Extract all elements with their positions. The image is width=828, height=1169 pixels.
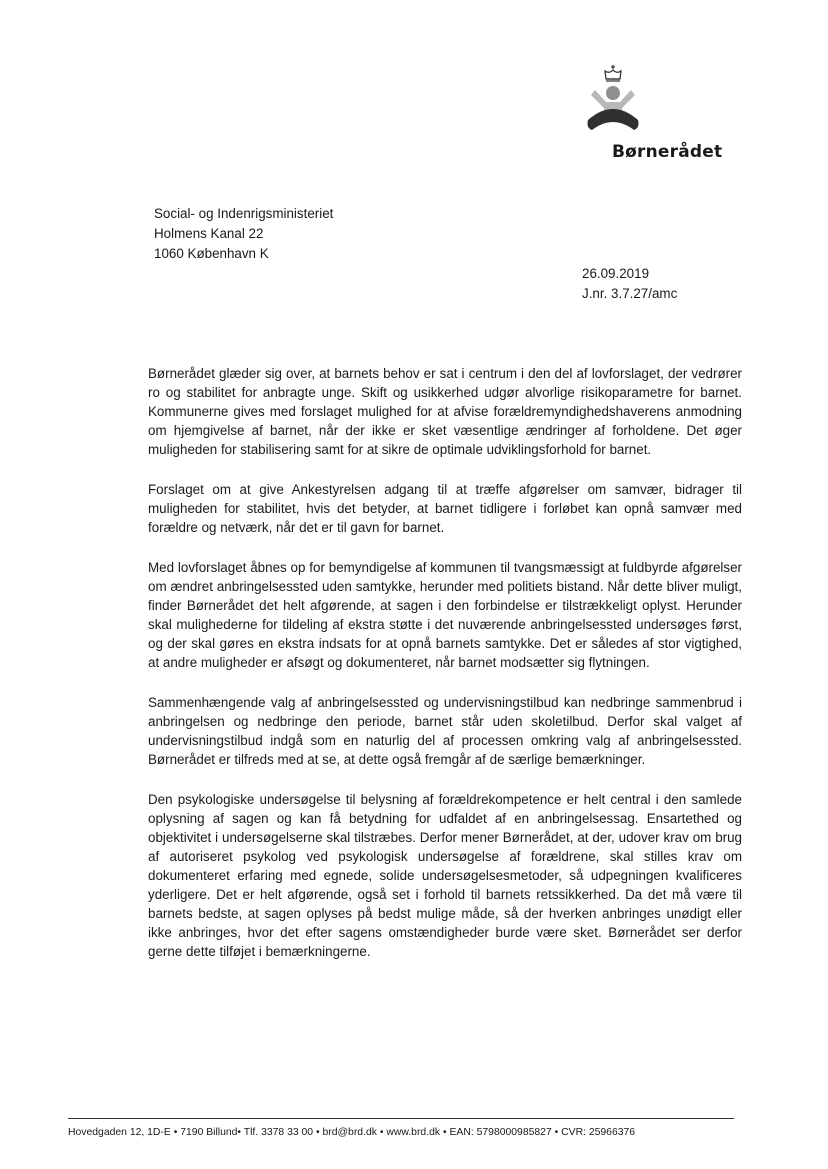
- boerneraadet-logo-icon: [582, 62, 662, 140]
- org-name: Børnerådet: [612, 142, 723, 162]
- body-paragraph: Med lovforslaget åbnes op for bemyndigelse af kommunen til tvangsmæssigt at fuldbyrde afgørelser om ændret anbringelsessted uden samtykke, herunder med politiets bistand. Når dette bliver muligt, finder Børnerådet det helt afgørende, at sagen i den forbindelse er tilstrækkeligt oplyst. Herunder skal mulighederne for tildeling af ekstra støtte i det nuværende anbringelsessted undersøges først, og der skal gøres en ekstra indsats for at opnå barnets samtykke. Det er således af stor vigtighed, at andre muligheder er afsøgt og dokumenteret, når barnet modsætter sig flytningen.: [148, 560, 742, 670]
- body-paragraph: Forslaget om at give Ankestyrelsen adgang til at træffe afgørelser om samvær, bidrager til muligheden for stabilitet, hvis det betyder, at barnet tidligere i forløbet kan opnå samvær med forældre og netværk, når det er til gavn for barnet.: [148, 482, 742, 535]
- recipient-line: 1060 København K: [154, 246, 269, 261]
- recipient-line: Holmens Kanal 22: [154, 226, 264, 241]
- letter-date: 26.09.2019: [582, 266, 650, 281]
- letter-meta: [582, 264, 677, 304]
- recipient-address: [154, 204, 333, 264]
- letter-body: [148, 364, 742, 982]
- recipient-line: Social- og Indenrigsministeriet: [154, 206, 334, 221]
- footer-divider: [68, 1118, 734, 1119]
- footer-contact: Hovedgaden 12, 1D-E • 7190 Billund• Tlf. 3378 33 00 • brd@brd.dk • www.brd.dk • EAN: 5798000985827 • CVR: 25966376: [68, 1127, 636, 1138]
- journal-number: J.nr. 3.7.27/amc: [582, 286, 678, 301]
- body-paragraph: Børnerådet glæder sig over, at barnets behov er sat i centrum i den del af lovforslaget, der vedrører ro og stabilitet for anbragte unge. Skift og usikkerhed udgør alvorlige risikoparametre for barnet. Kommunerne gives med forslaget mulighed for at afvise forældremyndighedshaverens anmodning om hjemgivelse af barnet, når der ikke er sket væsentlige ændringer af forholdene. Det øger muligheden for stabilisering samt for at sikre de optimale udviklingsforhold for barnet.: [148, 366, 742, 457]
- body-paragraph: Den psykologiske undersøgelse til belysning af forældrekompetence er helt central i den samlede oplysning af sagen og kan få betydning for udfaldet af en anbringelsessag. Ensartethed og objektivitet i undersøgelserne skal tilstræbes. Derfor mener Børnerådet, at der, udover krav om brug af autoriseret psykolog ved psykologisk undersøgelse af forældrene, skal stilles krav om dokumenteret erfaring med egnede, solide undersøgelsesmetoder, så udpegningen kvalificeres yderligere. Det er helt afgørende, også set i forhold til barnets retssikkerhed. Da det må være til barnets bedste, at sagen oplyses på bedst mulige måde, så der hverken anbringes unødigt eller ikke anbringes, hvor det efter sagens omstændigheder burde være sket. Børnerådet ser derfor gerne dette tilføjet i bemærkningerne.: [148, 792, 742, 959]
- body-paragraph: Sammenhængende valg af anbringelsessted og undervisningstilbud kan nedbringe sammenbrud i anbringelsen og nedbringe den periode, barnet står uden skoletilbud. Derfor skal valget af undervisningstilbud indgå som en naturlig del af processen omkring valg af anbringelsessted. Børnerådet er tilfreds med at se, at dette også fremgår af de særlige bemærkninger.: [148, 695, 742, 767]
